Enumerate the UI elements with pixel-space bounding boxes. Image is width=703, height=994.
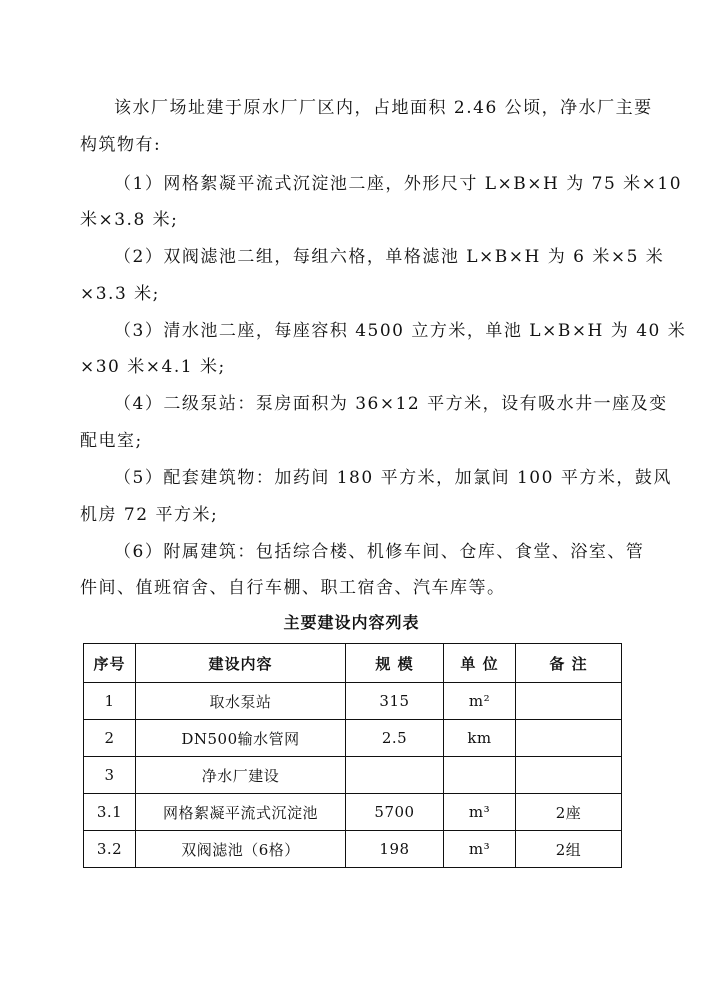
item-3-line-2: ×30 米×4.1 米; <box>80 357 226 377</box>
cell-scale <box>346 757 444 794</box>
cell-unit: km <box>444 720 516 757</box>
cell-scale: 315 <box>346 683 444 720</box>
header-note: 备 注 <box>516 644 622 683</box>
cell-note: 2组 <box>516 831 622 868</box>
cell-unit: m³ <box>444 831 516 868</box>
cell-scale: 5700 <box>346 794 444 831</box>
table-row <box>84 720 622 757</box>
cell-content: 净水厂建设 <box>136 757 346 794</box>
item-2-line-2: ×3.3 米; <box>80 284 160 304</box>
cell-seq: 3.2 <box>84 831 136 868</box>
item-5-line-1: （5）配套建筑物：加药间 180 平方米，加氯间 100 平方米，鼓风 <box>114 468 672 488</box>
intro-paragraph-line-1: 该水厂场址建于原水厂厂区内，占地面积 2.46 公顷，净水厂主要 <box>114 98 653 118</box>
table-row <box>84 831 622 868</box>
cell-note <box>516 683 622 720</box>
table-row <box>84 794 622 831</box>
table-row <box>84 757 622 794</box>
item-1-line-2: 米×3.8 米; <box>80 210 179 230</box>
cell-content: 双阀滤池（6格） <box>136 831 346 868</box>
intro-paragraph-line-2: 构筑物有: <box>80 135 162 155</box>
item-6-line-1: （6）附属建筑：包括综合楼、机修车间、仓库、食堂、浴室、管 <box>114 542 645 562</box>
cell-content: 取水泵站 <box>136 683 346 720</box>
cell-unit <box>444 757 516 794</box>
table-row <box>84 683 622 720</box>
cell-scale: 2.5 <box>346 720 444 757</box>
cell-seq: 1 <box>84 683 136 720</box>
cell-note <box>516 720 622 757</box>
cell-note: 2座 <box>516 794 622 831</box>
cell-content: DN500输水管网 <box>136 720 346 757</box>
cell-unit: m² <box>444 683 516 720</box>
construction-content-table <box>83 643 622 868</box>
item-4-line-1: （4）二级泵站：泵房面积为 36×12 平方米，设有吸水井一座及变 <box>114 394 668 414</box>
item-5-line-2: 机房 72 平方米; <box>80 505 219 525</box>
cell-content: 网格絮凝平流式沉淀池 <box>136 794 346 831</box>
item-3-line-1: （3）清水池二座，每座容积 4500 立方米，单池 L×B×H 为 40 米 <box>114 321 687 341</box>
item-4-line-2: 配电室; <box>80 431 143 451</box>
cell-note <box>516 757 622 794</box>
item-6-line-2: 件间、值班宿舍、自行车棚、职工宿舍、汽车库等。 <box>80 578 506 598</box>
header-seq: 序号 <box>84 644 136 683</box>
table-caption: 主要建设内容列表 <box>283 613 420 632</box>
cell-seq: 2 <box>84 720 136 757</box>
cell-scale: 198 <box>346 831 444 868</box>
header-unit: 单 位 <box>444 644 516 683</box>
item-2-line-1: （2）双阀滤池二组，每组六格，单格滤池 L×B×H 为 6 米×5 米 <box>114 247 665 267</box>
cell-unit: m³ <box>444 794 516 831</box>
header-content: 建设内容 <box>136 644 346 683</box>
item-1-line-1: （1）网格絮凝平流式沉淀池二座，外形尺寸 L×B×H 为 75 米×10 <box>114 174 683 194</box>
cell-seq: 3 <box>84 757 136 794</box>
header-scale: 规 模 <box>346 644 444 683</box>
cell-seq: 3.1 <box>84 794 136 831</box>
table-header-row <box>84 644 622 683</box>
